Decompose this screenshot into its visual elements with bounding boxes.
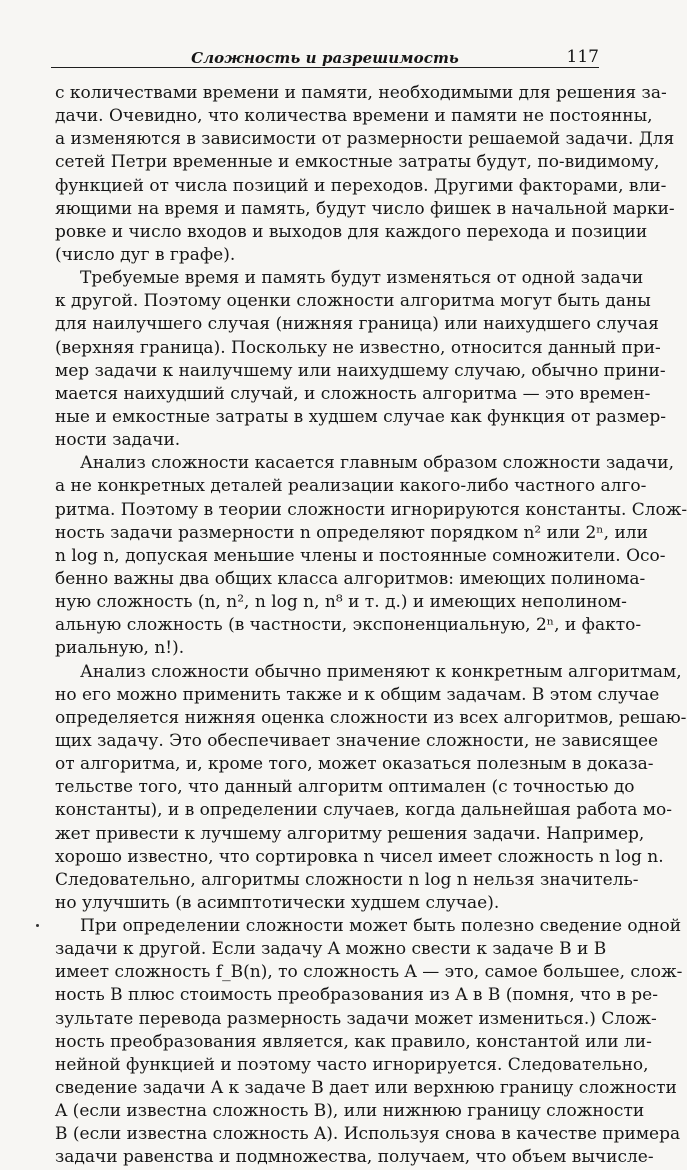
text-line: ритма. Поэтому в теории сложности игнорируются константы. Слож- [55, 499, 687, 520]
text-line: определяется нижняя оценка сложности из всех алгоритмов, решаю- [55, 707, 687, 728]
text-line: задачи равенства и подмножества, получаем, что объем вычисле- [55, 1147, 654, 1168]
text-line: ность преобразования является, как правило, константой или ли- [55, 1031, 652, 1052]
text-line: сетей Петри временные и емкостные затраты будут, по-видимому, [55, 152, 660, 173]
text-line: n log n, допуская меньшие члены и постоянные сомножители. Осо- [55, 545, 666, 566]
text-line: При определении сложности может быть полезно сведение одной [80, 916, 682, 937]
text-line: (число дуг в графе). [55, 244, 236, 265]
text-line: но его можно применить также и к общим задачам. В этом случае [55, 684, 660, 705]
text-line: дачи. Очевидно, что количества времени и памяти не постоянны, [55, 106, 653, 127]
text-line: ности задачи. [55, 430, 181, 451]
text-line: Следовательно, алгоритмы сложности n log n нельзя значитель- [55, 869, 639, 890]
text-line: яющими на время и память, будут число фишек в начальной марки- [55, 198, 675, 219]
print-speck [36, 924, 39, 927]
text-line: но улучшить (в асимптотически худшем случае). [55, 892, 500, 913]
text-line: (верхняя граница). Поскольку не известно, относится данный при- [55, 337, 661, 358]
text-line: Требуемые время и память будут изменяться от одной задачи [80, 268, 644, 289]
text-line: имеет сложность f_B(n), то сложность A — это, самое большее, слож- [55, 962, 683, 983]
text-line: Анализ сложности касается главным образом сложности задачи, [80, 453, 675, 474]
text-line: щих задачу. Это обеспечивает значение сложности, не зависящее [55, 730, 659, 751]
text-line: нейной функцией и поэтому часто игнорируется. Следовательно, [55, 1054, 649, 1075]
text-line: хорошо известно, что сортировка n чисел имеет сложность n log n. [55, 846, 664, 867]
text-line: ровке и число входов и выходов для каждого перехода и позиции [55, 221, 648, 242]
text-line: бенно важны два общих класса алгоритмов: имеющих полинома- [55, 568, 646, 589]
text-line: мается наихудший случай, и сложность алгоритма — это времен- [55, 383, 651, 404]
text-line: а не конкретных деталей реализации какого-либо частного алго- [55, 476, 647, 497]
text-line: сведение задачи A к задаче B дает или верхнюю границу сложности [55, 1078, 677, 1099]
text-line: риальную, n!). [55, 638, 185, 659]
running-header [51, 47, 599, 68]
text-line: жет привести к лучшему алгоритму решения задачи. Например, [55, 823, 645, 844]
text-line: ную сложность (n, n², n log n, n⁸ и т. д.) и имеющих неполином- [55, 592, 627, 613]
body-text [55, 82, 687, 1170]
text-line: B (если известна сложность A). Используя снова в качестве примера [55, 1124, 681, 1145]
text-line: Анализ сложности обычно применяют к конкретным алгоритмам, [80, 661, 682, 682]
text-line: альную сложность (в частности, экспоненциальную, 2ⁿ, и факто- [55, 615, 642, 636]
text-line: с количествами времени и памяти, необходимыми для решения за- [55, 83, 667, 103]
text-line: от алгоритма, и, кроме того, может оказаться полезным в доказа- [55, 754, 654, 775]
text-line: задачи к другой. Если задачу A можно свести к задаче B и B [55, 939, 607, 960]
text-line: мер задачи к наилучшему или наихудшему случаю, обычно прини- [55, 360, 666, 381]
text-line: ность B плюс стоимость преобразования из A в B (помня, что в ре- [55, 985, 658, 1006]
text-line: функцией от числа позиций и переходов. Другими факторами, вли- [55, 175, 667, 196]
text-line: ные и емкостные затраты в худшем случае как функция от размер- [55, 406, 666, 427]
text-line: A (если известна сложность B), или нижнюю границу сложности [55, 1101, 645, 1122]
page-number: 117 [566, 47, 599, 67]
text-line: константы), и в определении случаев, когда дальнейшая работа мо- [55, 800, 672, 821]
text-line: зультате перевода размерность задачи может измениться.) Слож- [55, 1008, 657, 1029]
text-line: ность задачи размерности n определяют порядком n² или 2ⁿ, или [55, 522, 648, 543]
chapter-title: Сложность и разрешимость [191, 49, 459, 67]
text-line: а изменяются в зависимости от размерности решаемой задачи. Для [55, 129, 675, 150]
text-line: тельстве того, что данный алгоритм оптимален (с точностью до [55, 777, 635, 798]
text-line: для наилучшего случая (нижняя граница) или наихудшего случая [55, 314, 659, 335]
text-line: к другой. Поэтому оценки сложности алгоритма могут быть даны [55, 291, 651, 312]
